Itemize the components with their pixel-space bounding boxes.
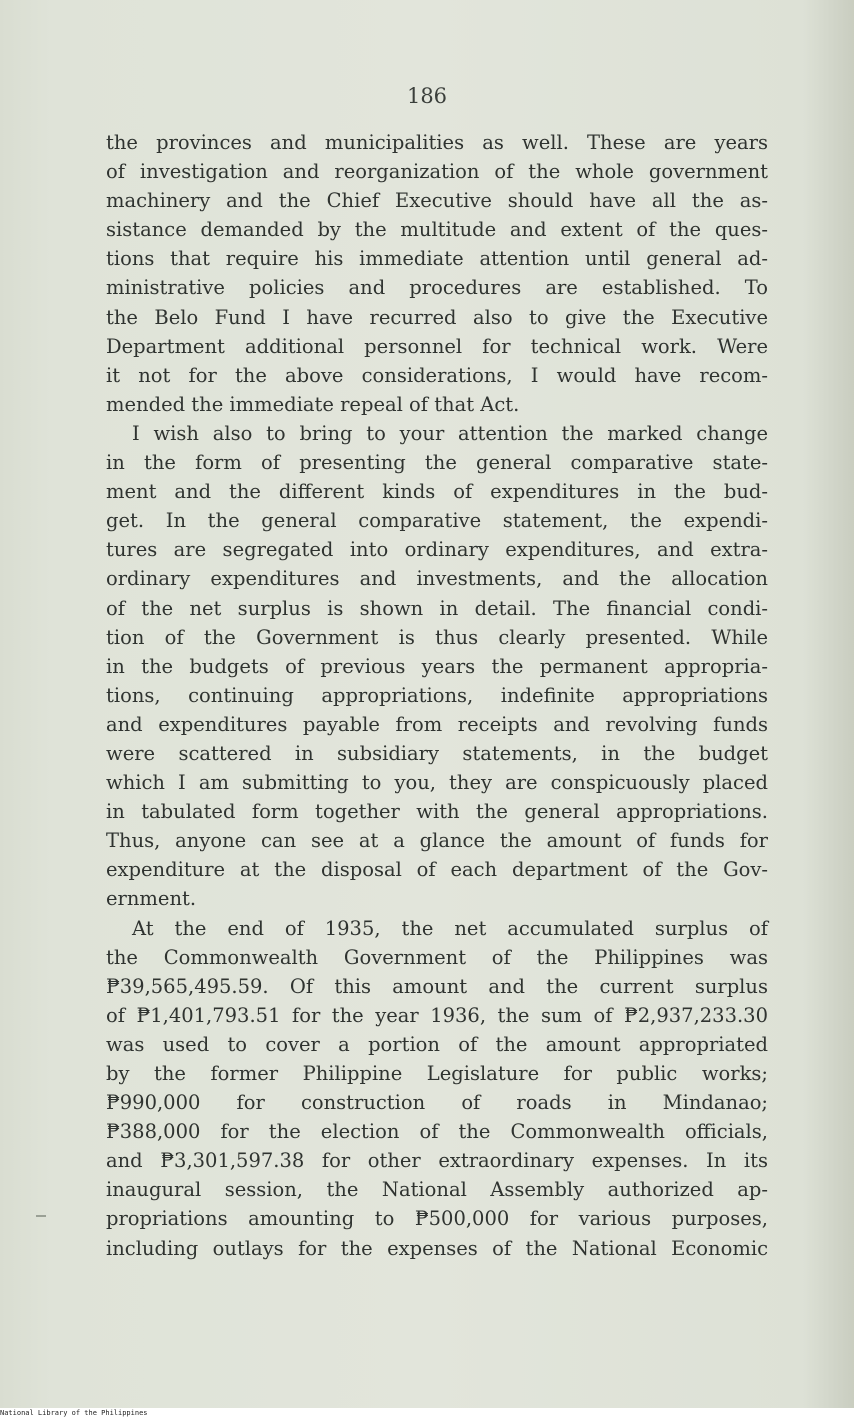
text-line: of the net surplus is shown in detail. The financial condi- — [106, 596, 768, 620]
library-credit: National Library of the Philippines — [0, 1409, 148, 1417]
text-line: of investigation and reorganization of the whole government — [106, 160, 768, 184]
margin-mark — [36, 1215, 46, 1217]
text-line: which I am submitting to you, they are conspicuously placed — [106, 771, 768, 795]
text-line: the provinces and municipalities as well. These are years — [106, 131, 768, 154]
text-line: I wish also to bring to your attention the marked change — [132, 421, 768, 445]
text-line: inaugural session, the National Assembly authorized ap- — [106, 1178, 768, 1202]
text-line: of ₱1,401,793.51 for the year 1936, the sum of ₱2,937,233.30 — [106, 1003, 768, 1027]
text-line: the Commonwealth Government of the Philippines was — [106, 945, 768, 969]
text-line: tures are segregated into ordinary expenditures, and extra- — [106, 538, 768, 562]
text-line: propriations amounting to ₱500,000 for various purposes, — [106, 1207, 768, 1231]
text-line: tions, continuing appropriations, indefinite appropriations — [106, 683, 768, 707]
text-line: were scattered in subsidiary statements, in the budget — [106, 741, 768, 765]
text-line: ment and the different kinds of expenditures in the bud- — [106, 480, 768, 504]
body-text — [106, 128, 768, 1263]
text-line: in tabulated form together with the general appropriations. — [106, 800, 768, 824]
text-line: expenditure at the disposal of each department of the Gov- — [106, 858, 768, 882]
text-line: Department additional personnel for technical work. Were — [106, 334, 768, 358]
text-line: ₱39,565,495.59. Of this amount and the current surplus — [106, 974, 768, 998]
text-line: and ₱3,301,597.38 for other extraordinary expenses. In its — [106, 1149, 768, 1173]
text-line: At the end of 1935, the net accumulated surplus of — [132, 916, 768, 940]
text-line: sistance demanded by the multitude and extent of the ques- — [106, 218, 768, 242]
text-line: the Belo Fund I have recurred also to give the Executive — [106, 305, 768, 329]
text-line: it not for the above considerations, I would have recom- — [106, 363, 768, 387]
text-line: was used to cover a portion of the amount appropriated — [106, 1032, 768, 1056]
text-line: ₱990,000 for construction of roads in Mindanao; — [106, 1091, 768, 1115]
text-line: in the budgets of previous years the permanent appropria- — [106, 654, 768, 678]
text-line: including outlays for the expenses of the National Economic — [106, 1236, 768, 1260]
text-line: ministrative policies and procedures are established. To — [106, 276, 768, 300]
text-line: tions that require his immediate attention until general ad- — [106, 247, 768, 271]
text-line: get. In the general comparative statement, the expendi- — [106, 509, 768, 533]
text-line: machinery and the Chief Executive should have all the as- — [106, 189, 768, 213]
text-line: ₱388,000 for the election of the Commonwealth officials, — [106, 1120, 768, 1144]
text-line: Thus, anyone can see at a glance the amount of funds for — [106, 829, 768, 853]
page-number: 186 — [406, 84, 448, 108]
text-line: by the former Philippine Legislature for public works; — [106, 1062, 768, 1085]
text-line: in the form of presenting the general comparative state- — [106, 451, 768, 475]
text-line: ordinary expenditures and investments, and the allocation — [106, 567, 768, 591]
text-line: ernment. — [106, 887, 197, 911]
text-line: tion of the Government is thus clearly presented. While — [106, 625, 768, 649]
text-line: and expenditures payable from receipts and revolving funds — [106, 712, 768, 736]
text-line: mended the immediate repeal of that Act. — [106, 392, 520, 416]
